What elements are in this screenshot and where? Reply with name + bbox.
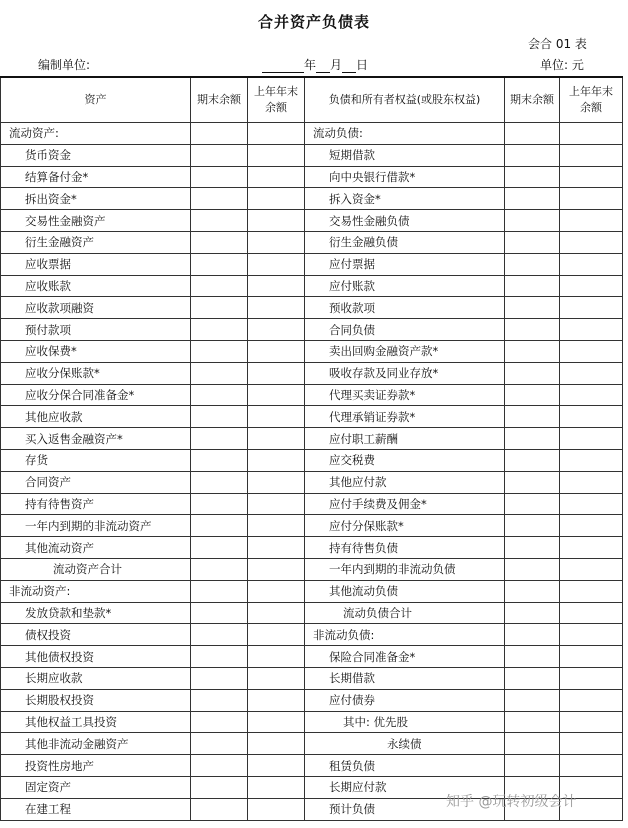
day-label: 日: [356, 58, 369, 72]
asset-item-label: 合同资产: [1, 471, 191, 493]
table-row: [1, 449, 623, 471]
asset-end-balance-cell: [191, 537, 248, 559]
asset-prev-balance-cell: [248, 384, 305, 406]
liab-end-balance-cell: [505, 602, 560, 624]
liab-end-balance-cell: [505, 711, 560, 733]
asset-item-label: 持有待售资产: [1, 493, 191, 515]
liability-item-label: 流动负债:: [305, 123, 505, 145]
form-number: 会合 01 表: [528, 37, 587, 51]
header-asset-end-balance: 期末余额: [191, 77, 248, 123]
liab-end-balance-cell: [505, 340, 560, 362]
liab-end-balance-cell: [505, 275, 560, 297]
asset-end-balance-cell: [191, 776, 248, 798]
asset-end-balance-cell: [191, 689, 248, 711]
asset-item-label: 其他权益工具投资: [1, 711, 191, 733]
liability-item-label: 吸收存款及同业存放*: [305, 362, 505, 384]
liability-item-label: 交易性金融负债: [305, 210, 505, 232]
asset-end-balance-cell: [191, 123, 248, 145]
liab-end-balance-cell: [505, 558, 560, 580]
asset-end-balance-cell: [191, 428, 248, 450]
asset-item-label: 流动资产:: [1, 123, 191, 145]
asset-prev-balance-cell: [248, 798, 305, 820]
liab-end-balance-cell: [505, 406, 560, 428]
table-row: [1, 428, 623, 450]
header-asset-prev-text: 上年年末余额: [254, 85, 298, 114]
liability-item-label: 代理买卖证券款*: [305, 384, 505, 406]
table-row: [1, 624, 623, 646]
table-row: [1, 231, 623, 253]
liab-prev-balance-cell: [560, 297, 623, 319]
asset-prev-balance-cell: [248, 231, 305, 253]
liab-prev-balance-cell: [560, 580, 623, 602]
asset-prev-balance-cell: [248, 188, 305, 210]
asset-end-balance-cell: [191, 580, 248, 602]
liab-end-balance-cell: [505, 755, 560, 777]
table-row: [1, 166, 623, 188]
header-asset: 资产: [1, 77, 191, 123]
asset-item-label: 长期应收款: [1, 667, 191, 689]
liab-end-balance-cell: [505, 253, 560, 275]
asset-end-balance-cell: [191, 340, 248, 362]
asset-end-balance-cell: [191, 231, 248, 253]
month-label: 月: [330, 58, 343, 72]
asset-item-label: 其他非流动金融资产: [1, 733, 191, 755]
watermark: 知乎 @玩转初级会计: [446, 794, 577, 810]
asset-end-balance-cell: [191, 733, 248, 755]
liability-item-label: 应付账款: [305, 275, 505, 297]
asset-prev-balance-cell: [248, 319, 305, 341]
header-liab-end-balance: 期末余额: [505, 77, 560, 123]
table-row: [1, 602, 623, 624]
liab-end-balance-cell: [505, 210, 560, 232]
asset-item-label: 应收分保账款*: [1, 362, 191, 384]
liability-item-label: 衍生金融负债: [305, 231, 505, 253]
header-row: [1, 77, 623, 123]
liab-prev-balance-cell: [560, 558, 623, 580]
table-row: [1, 689, 623, 711]
table-row: [1, 188, 623, 210]
asset-prev-balance-cell: [248, 558, 305, 580]
asset-end-balance-cell: [191, 624, 248, 646]
asset-end-balance-cell: [191, 253, 248, 275]
table-row: [1, 471, 623, 493]
asset-item-label: 交易性金融资产: [1, 210, 191, 232]
asset-end-balance-cell: [191, 755, 248, 777]
liab-end-balance-cell: [505, 537, 560, 559]
asset-item-label: 债权投资: [1, 624, 191, 646]
table-row: [1, 515, 623, 537]
liab-prev-balance-cell: [560, 471, 623, 493]
asset-prev-balance-cell: [248, 755, 305, 777]
liability-item-label: 预计负债: [305, 798, 505, 820]
table-row: [1, 275, 623, 297]
asset-item-label: 存货: [1, 449, 191, 471]
liability-item-label: 向中央银行借款*: [305, 166, 505, 188]
table-row: [1, 493, 623, 515]
asset-prev-balance-cell: [248, 646, 305, 668]
asset-prev-balance-cell: [248, 449, 305, 471]
liab-prev-balance-cell: [560, 428, 623, 450]
liability-item-label: 保险合同准备金*: [305, 646, 505, 668]
header-asset-prev-balance: [248, 77, 305, 123]
liab-prev-balance-cell: [560, 689, 623, 711]
asset-item-label: 在建工程: [1, 798, 191, 820]
asset-prev-balance-cell: [248, 580, 305, 602]
liab-end-balance-cell: [505, 362, 560, 384]
header-liab-prev-text: 上年年末余额: [569, 85, 613, 114]
asset-prev-balance-cell: [248, 711, 305, 733]
liab-prev-balance-cell: [560, 515, 623, 537]
asset-prev-balance-cell: [248, 406, 305, 428]
liab-prev-balance-cell: [560, 319, 623, 341]
liability-item-label: 应付分保账款*: [305, 515, 505, 537]
liab-end-balance-cell: [505, 515, 560, 537]
liab-end-balance-cell: [505, 449, 560, 471]
liab-end-balance-cell: [505, 646, 560, 668]
liability-item-label: 应付职工薪酬: [305, 428, 505, 450]
liab-end-balance-cell: [505, 144, 560, 166]
liability-item-label: 持有待售负债: [305, 537, 505, 559]
asset-end-balance-cell: [191, 188, 248, 210]
liab-prev-balance-cell: [560, 667, 623, 689]
table-row: [1, 406, 623, 428]
liab-end-balance-cell: [505, 384, 560, 406]
asset-end-balance-cell: [191, 515, 248, 537]
asset-item-label: 应收分保合同准备金*: [1, 384, 191, 406]
asset-item-label: 一年内到期的非流动资产: [1, 515, 191, 537]
liability-item-label: 代理承销证券款*: [305, 406, 505, 428]
liab-end-balance-cell: [505, 471, 560, 493]
asset-end-balance-cell: [191, 210, 248, 232]
asset-end-balance-cell: [191, 711, 248, 733]
liability-item-label: 其中: 优先股: [305, 711, 505, 733]
asset-end-balance-cell: [191, 798, 248, 820]
asset-end-balance-cell: [191, 144, 248, 166]
liability-item-label: 卖出回购金融资产款*: [305, 340, 505, 362]
asset-item-label: 应收款项融资: [1, 297, 191, 319]
liab-end-balance-cell: [505, 428, 560, 450]
balance-sheet-table: [0, 76, 623, 821]
asset-end-balance-cell: [191, 406, 248, 428]
liab-prev-balance-cell: [560, 624, 623, 646]
asset-item-label: 发放贷款和垫款*: [1, 602, 191, 624]
asset-prev-balance-cell: [248, 253, 305, 275]
liab-prev-balance-cell: [560, 646, 623, 668]
asset-item-label: 预付款项: [1, 319, 191, 341]
liab-prev-balance-cell: [560, 493, 623, 515]
table-row: [1, 253, 623, 275]
liability-item-label: 拆入资金*: [305, 188, 505, 210]
asset-item-label: 结算备付金*: [1, 166, 191, 188]
table-row: [1, 123, 623, 145]
liab-end-balance-cell: [505, 580, 560, 602]
liab-prev-balance-cell: [560, 340, 623, 362]
liability-item-label: 流动负债合计: [305, 602, 505, 624]
liab-prev-balance-cell: [560, 755, 623, 777]
liab-prev-balance-cell: [560, 253, 623, 275]
liab-prev-balance-cell: [560, 123, 623, 145]
liab-prev-balance-cell: [560, 188, 623, 210]
asset-end-balance-cell: [191, 275, 248, 297]
liab-end-balance-cell: [505, 166, 560, 188]
table-row: [1, 755, 623, 777]
liability-item-label: 应付债券: [305, 689, 505, 711]
liability-item-label: 非流动负债:: [305, 624, 505, 646]
liab-prev-balance-cell: [560, 602, 623, 624]
asset-end-balance-cell: [191, 319, 248, 341]
asset-end-balance-cell: [191, 646, 248, 668]
table-row: [1, 558, 623, 580]
liab-end-balance-cell: [505, 231, 560, 253]
liability-item-label: 长期借款: [305, 667, 505, 689]
liab-prev-balance-cell: [560, 166, 623, 188]
table-row: [1, 210, 623, 232]
liab-prev-balance-cell: [560, 231, 623, 253]
asset-end-balance-cell: [191, 602, 248, 624]
liability-item-label: 一年内到期的非流动负债: [305, 558, 505, 580]
asset-item-label: 其他债权投资: [1, 646, 191, 668]
table-row: [1, 667, 623, 689]
asset-item-label: 应收账款: [1, 275, 191, 297]
asset-prev-balance-cell: [248, 144, 305, 166]
asset-end-balance-cell: [191, 297, 248, 319]
liability-item-label: 其他应付款: [305, 471, 505, 493]
asset-prev-balance-cell: [248, 493, 305, 515]
liab-prev-balance-cell: [560, 406, 623, 428]
asset-prev-balance-cell: [248, 297, 305, 319]
liability-item-label: 应交税费: [305, 449, 505, 471]
liab-prev-balance-cell: [560, 384, 623, 406]
table-row: [1, 384, 623, 406]
liab-prev-balance-cell: [560, 210, 623, 232]
asset-item-label: 固定资产: [1, 776, 191, 798]
asset-prev-balance-cell: [248, 689, 305, 711]
liab-prev-balance-cell: [560, 711, 623, 733]
asset-prev-balance-cell: [248, 166, 305, 188]
asset-end-balance-cell: [191, 166, 248, 188]
asset-end-balance-cell: [191, 558, 248, 580]
asset-prev-balance-cell: [248, 624, 305, 646]
asset-item-label: 投资性房地产: [1, 755, 191, 777]
asset-end-balance-cell: [191, 667, 248, 689]
asset-item-label: 非流动资产:: [1, 580, 191, 602]
liab-end-balance-cell: [505, 297, 560, 319]
asset-prev-balance-cell: [248, 210, 305, 232]
unit-label: 单位: 元: [540, 58, 584, 72]
liab-end-balance-cell: [505, 624, 560, 646]
liability-item-label: 应付票据: [305, 253, 505, 275]
liab-prev-balance-cell: [560, 537, 623, 559]
table-row: [1, 711, 623, 733]
month-blank: [316, 60, 330, 73]
liab-end-balance-cell: [505, 188, 560, 210]
liability-item-label: 租赁负债: [305, 755, 505, 777]
asset-end-balance-cell: [191, 362, 248, 384]
asset-item-label: 拆出资金*: [1, 188, 191, 210]
asset-item-label: 其他应收款: [1, 406, 191, 428]
table-row: [1, 144, 623, 166]
asset-item-label: 衍生金融资产: [1, 231, 191, 253]
header-liabilities-equity: 负债和所有者权益(或股东权益): [305, 77, 505, 123]
asset-prev-balance-cell: [248, 362, 305, 384]
asset-prev-balance-cell: [248, 776, 305, 798]
asset-prev-balance-cell: [248, 428, 305, 450]
asset-end-balance-cell: [191, 449, 248, 471]
liability-item-label: 长期应付款: [305, 776, 505, 798]
liab-end-balance-cell: [505, 667, 560, 689]
asset-prev-balance-cell: [248, 537, 305, 559]
liab-prev-balance-cell: [560, 733, 623, 755]
asset-prev-balance-cell: [248, 602, 305, 624]
asset-item-label: 买入返售金融资产*: [1, 428, 191, 450]
table-row: [1, 537, 623, 559]
liab-prev-balance-cell: [560, 275, 623, 297]
table-row: [1, 362, 623, 384]
asset-prev-balance-cell: [248, 733, 305, 755]
day-blank: [342, 60, 356, 73]
asset-prev-balance-cell: [248, 667, 305, 689]
table-row: [1, 733, 623, 755]
year-blank: [262, 60, 304, 73]
liability-item-label: 其他流动负债: [305, 580, 505, 602]
asset-prev-balance-cell: [248, 123, 305, 145]
asset-item-label: 应收票据: [1, 253, 191, 275]
header-liab-prev-balance: [560, 77, 623, 123]
liability-item-label: 应付手续费及佣金*: [305, 493, 505, 515]
page-title: 合并资产负债表: [257, 13, 370, 31]
liability-item-label: 永续债: [305, 733, 505, 755]
liability-item-label: 短期借款: [305, 144, 505, 166]
asset-item-label: 流动资产合计: [1, 558, 191, 580]
asset-item-label: 其他流动资产: [1, 537, 191, 559]
asset-item-label: 货币资金: [1, 144, 191, 166]
liab-prev-balance-cell: [560, 362, 623, 384]
liab-end-balance-cell: [505, 319, 560, 341]
asset-prev-balance-cell: [248, 340, 305, 362]
liab-prev-balance-cell: [560, 144, 623, 166]
date-line: [262, 56, 368, 73]
table-row: [1, 319, 623, 341]
asset-item-label: 长期股权投资: [1, 689, 191, 711]
compiler-label: 编制单位:: [38, 58, 91, 72]
table-row: [1, 297, 623, 319]
year-label: 年: [304, 58, 317, 72]
asset-end-balance-cell: [191, 493, 248, 515]
liab-end-balance-cell: [505, 733, 560, 755]
table-row: [1, 580, 623, 602]
asset-item-label: 应收保费*: [1, 340, 191, 362]
table-row: [1, 340, 623, 362]
asset-end-balance-cell: [191, 384, 248, 406]
liab-end-balance-cell: [505, 689, 560, 711]
liab-prev-balance-cell: [560, 449, 623, 471]
liab-end-balance-cell: [505, 123, 560, 145]
liability-item-label: 合同负债: [305, 319, 505, 341]
liability-item-label: 预收款项: [305, 297, 505, 319]
liab-end-balance-cell: [505, 493, 560, 515]
asset-prev-balance-cell: [248, 471, 305, 493]
asset-prev-balance-cell: [248, 515, 305, 537]
asset-end-balance-cell: [191, 471, 248, 493]
table-row: [1, 646, 623, 668]
asset-prev-balance-cell: [248, 275, 305, 297]
